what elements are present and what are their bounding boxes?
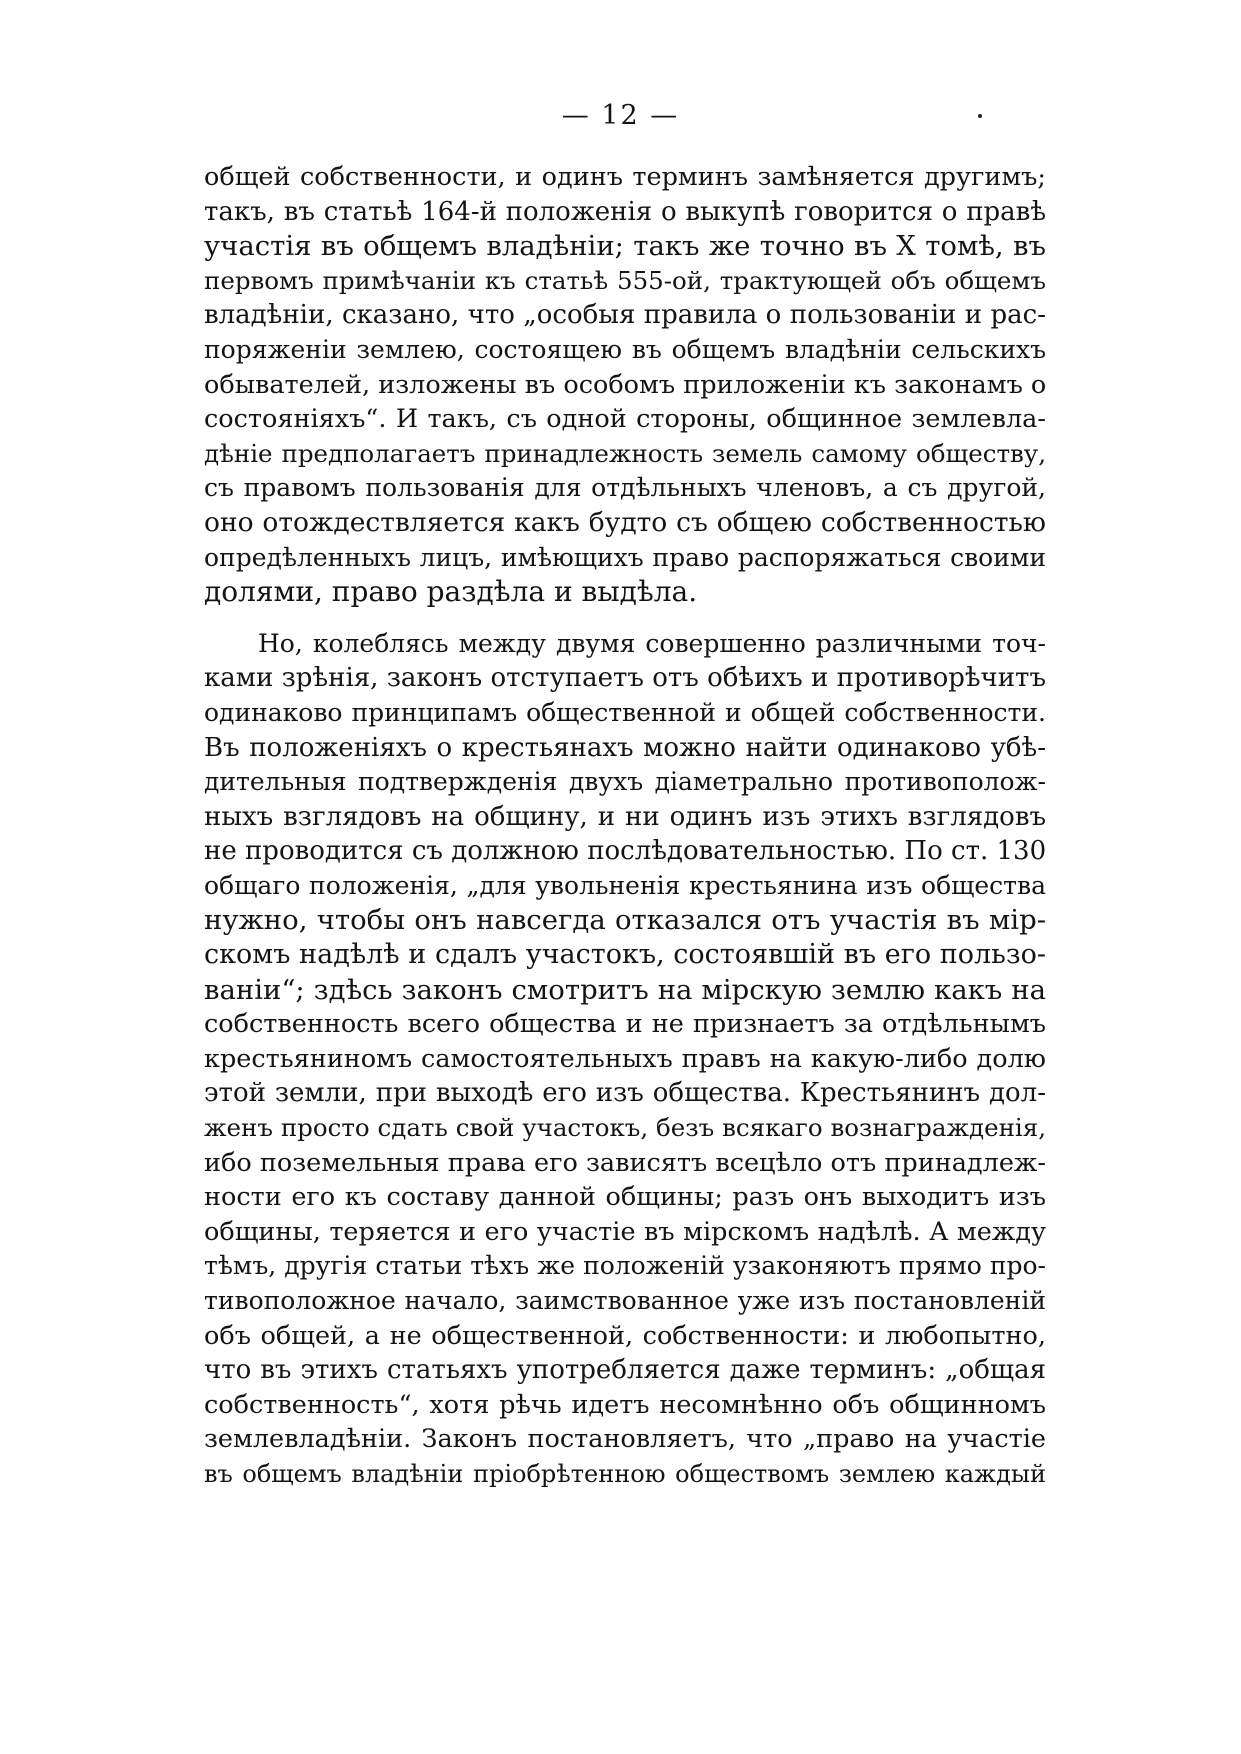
text-line: нужно, чтобы онъ навсегда отказался отъ участія въ мір-	[204, 904, 1046, 937]
text-line: дѣніе предполагаетъ принадлежность земель самому обществу,	[204, 438, 1046, 468]
text-line: общины, теряется и его участіе въ мірскомъ надѣлѣ. А между	[204, 1216, 1046, 1247]
text-line: дительныя подтвержденія двухъ діаметрально противополож-	[204, 767, 1046, 797]
text-line: ибо поземельныя права его зависятъ всецѣло отъ принадлеж-	[204, 1147, 1046, 1178]
text-line: оно отождествляется какъ будто съ общею собственностью	[204, 506, 1046, 538]
text-line: владѣніи, сказано, что „особыя правила о пользованіи и рас-	[204, 300, 1046, 331]
text-line: этой земли, при выходѣ его изъ общества. Крестьянинъ дол-	[204, 1078, 1046, 1109]
text-line: ваніи“; здѣсь законъ смотритъ на мірскую землю какъ на	[204, 973, 1046, 1006]
text-line: тивоположное начало, заимствованное уже изъ постановленій	[204, 1286, 1046, 1315]
text-line: собственность“, хотя рѣчь идетъ несомнѣнно объ общинномъ	[204, 1389, 1046, 1420]
text-line: крестьяниномъ самостоятельныхъ правъ на какую-либо долю	[204, 1043, 1046, 1074]
paragraph-2	[204, 627, 1046, 1492]
text-line: долями, право раздѣла и выдѣла.	[204, 575, 698, 609]
text-line: съ правомъ пользованія для отдѣльныхъ членовъ, а съ другой,	[204, 473, 1046, 503]
text-line: объ общей, а не общественной, собственности: и любопытно,	[204, 1320, 1046, 1351]
stray-ink-dot	[978, 114, 982, 118]
text-line: тѣмъ, другія статьи тѣхъ же положеній узаконяютъ прямо про-	[204, 1251, 1046, 1281]
text-line: опредѣленныхъ лицъ, имѣющихъ право распоряжаться своими	[204, 542, 1046, 572]
text-line: ности его къ составу данной общины; разъ онъ выходитъ изъ	[204, 1182, 1046, 1213]
text-line: Но, колеблясь между двумя совершенно различными точ-	[258, 628, 1046, 658]
text-line: ныхъ взглядовъ на общину, и ни одинъ изъ этихъ взглядовъ	[204, 801, 1046, 832]
text-line: Въ положеніяхъ о крестьянахъ можно найти одинаково убѣ-	[204, 732, 1046, 763]
text-line: участія въ общемъ владѣніи; такъ же точно въ X томѣ, въ	[204, 230, 1046, 263]
text-line: въ общемъ владѣніи пріобрѣтенною обществомъ землею каждый	[204, 1459, 1046, 1488]
text-line: женъ просто сдать свой участокъ, безъ всякаго вознагражденія,	[204, 1113, 1046, 1143]
text-line: общей собственности, и одинъ терминъ замѣняется другимъ;	[204, 162, 1046, 192]
page-number: — 12 —	[561, 100, 680, 131]
text-line: общаго положенія, „для увольненія крестьянина изъ общества	[204, 870, 1046, 900]
text-line: обывателей, изложены въ особомъ приложеніи къ законамъ о	[204, 369, 1047, 400]
text-line: такъ, въ статьѣ 164-й положенія о выкупѣ говорится о правѣ	[204, 196, 1046, 227]
paragraph-1	[204, 160, 1046, 610]
text-line: собственность всего общества и не признаетъ за отдѣльнымъ	[204, 1009, 1046, 1040]
text-line: одинаково принципамъ общественной и общей собственности.	[204, 697, 1046, 727]
text-line: поряженіи землею, состоящею въ общемъ владѣніи сельскихъ	[204, 334, 1046, 364]
text-line: что въ этихъ статьяхъ употребляется даже терминъ: „общая	[204, 1355, 1046, 1386]
text-line: не проводится съ должною послѣдовательностью. По ст. 130	[204, 836, 1047, 867]
body-text	[204, 160, 1046, 1492]
text-line: состояніяхъ“. И такъ, съ одной стороны, общинное землевла-	[204, 404, 1046, 435]
text-line: скомъ надѣлѣ и сдалъ участокъ, состоявшій въ его пользо-	[204, 939, 1046, 971]
text-line: первомъ примѣчаніи къ статьѣ 555-ой, трактующей объ общемъ	[204, 265, 1046, 295]
text-line: землевладѣніи. Законъ постановляетъ, что „право на участіе	[204, 1424, 1046, 1455]
text-line: ками зрѣнія, законъ отступаетъ отъ обѣихъ и противорѣчитъ	[204, 663, 1046, 694]
